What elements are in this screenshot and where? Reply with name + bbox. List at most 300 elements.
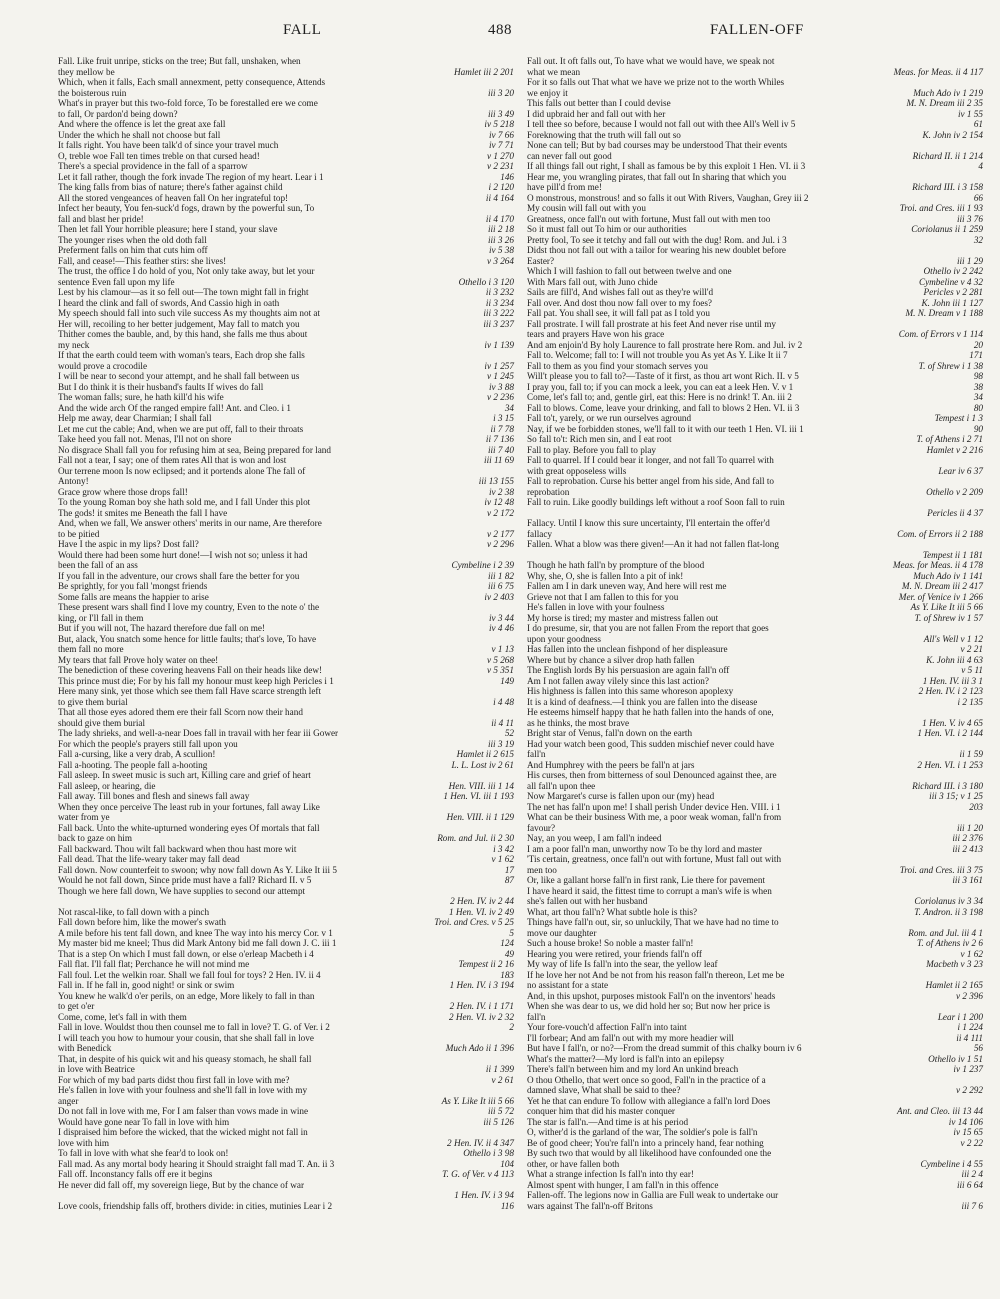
entry-line <box>527 1117 983 1128</box>
entry-text: Let me cut the cable; And, when we are put off, fall to their throats <box>58 423 304 434</box>
entry-reference <box>887 497 983 508</box>
entry-reference: v 2 236 <box>486 392 514 402</box>
entry-reference: Othello i 3 120 <box>458 276 514 287</box>
entry-text: tears and prayers Have won his grace <box>527 329 665 339</box>
entry-reference <box>887 1148 983 1159</box>
entry-line <box>58 1022 514 1033</box>
entry-reference: iii 11 69 <box>484 455 514 465</box>
entry-reference <box>418 823 514 834</box>
entry-line <box>527 791 983 802</box>
entry-text: Fall mad. As any mortal body hearing it Should straight fall mad T. An. ii 3 <box>58 1158 335 1169</box>
entry-line <box>58 235 514 246</box>
entry-reference: iv 1 55 <box>957 108 983 119</box>
entry-line <box>58 1159 514 1170</box>
entry-reference: 38 <box>973 381 983 392</box>
entry-line <box>527 203 983 214</box>
entry-line <box>58 1033 514 1044</box>
entry-reference: iii 13 155 <box>478 476 514 486</box>
entry-reference: Cymbeline i 4 55 <box>920 1158 983 1169</box>
entry-line <box>58 970 514 981</box>
entry-line <box>527 151 983 162</box>
entry-text: He's fallen in love with your foulness <box>527 602 665 612</box>
entry-text <box>58 896 418 907</box>
entry-line <box>58 980 514 991</box>
entry-line <box>58 823 514 834</box>
entry-line <box>58 1075 514 1086</box>
entry-line <box>58 686 514 697</box>
entry-reference <box>418 770 514 781</box>
entry-text: with great opposeless wills <box>527 465 627 476</box>
entry-text: A mile before his tent fall down, and knee The way into his mercy Cor. v 1 <box>58 927 333 938</box>
entry-line <box>58 949 514 960</box>
entry-text: Things have fall'n out, sir, so unluckily, That we have had no time to <box>527 917 779 927</box>
entry-reference: As Y. Like It iii 5 66 <box>910 602 983 612</box>
entry-text: Lest by his clamour—as it so fell out—The town might fall in fright <box>58 287 309 297</box>
entry-line <box>527 865 983 876</box>
entry-line <box>58 1138 514 1149</box>
entry-line <box>527 1043 983 1054</box>
entry-reference <box>418 1127 514 1138</box>
entry-line <box>527 917 983 928</box>
entry-reference: ii 3 234 <box>485 297 514 308</box>
entry-line <box>58 487 514 498</box>
entry-reference: K. John iii 1 127 <box>921 297 983 308</box>
entry-text: damned slave, What shall be said to thee? <box>527 1085 681 1095</box>
entry-reference: iii 6 64 <box>956 1179 983 1190</box>
entry-line <box>58 130 514 141</box>
entry-text: Fall over. And dost thou now fall over to my foes? <box>527 297 713 308</box>
entry-line <box>58 424 514 435</box>
entry-reference: v 2 61 <box>491 1074 514 1085</box>
entry-text: O, wither'd is the garland of the war, The soldier's pole is fall'n <box>527 1127 758 1137</box>
entry-text: Not rascal-like, to fall down with a pinch <box>58 906 210 917</box>
entry-reference: T. of Shrew iv 1 57 <box>914 612 983 623</box>
entry-reference: 104 <box>500 1158 514 1169</box>
entry-reference <box>418 1085 514 1096</box>
entry-text: Fall away. Till bones and flesh and sinews fall away <box>58 791 250 801</box>
entry-reference: iii 5 72 <box>487 1106 514 1116</box>
entry-text: My speech should fall into such vile success As my thoughts aim not at <box>58 308 321 318</box>
entry-line <box>58 109 514 120</box>
entry-line <box>58 1043 514 1054</box>
entry-line <box>527 350 983 361</box>
entry-reference: iii 1 20 <box>956 822 983 833</box>
entry-text: That all those eyes adored them ere their fall Scorn now their hand <box>58 707 303 717</box>
entry-line <box>58 550 514 561</box>
entry-reference: Rom. and Jul. ii 2 30 <box>437 833 514 843</box>
entry-text: Fall a-cursing, like a very drab, A scullion! <box>58 749 216 759</box>
entry-line <box>527 1190 983 1201</box>
entry-text: Be sprightly, for you fall 'mongst friends <box>58 581 208 591</box>
entry-line <box>58 707 514 718</box>
entry-line <box>527 634 983 645</box>
entry-line <box>527 875 983 886</box>
entry-line <box>527 1169 983 1180</box>
entry-text: With Mars fall out, with Juno chide <box>527 276 658 287</box>
entry-reference: 2 Hen. IV. i 2 123 <box>918 686 983 696</box>
entry-text: Fall down before him, like the mower's swath <box>58 917 227 927</box>
entry-reference: i 4 48 <box>493 696 514 707</box>
entry-text: For which the people's prayers still fall upon you <box>58 738 238 749</box>
entry-reference <box>887 245 983 256</box>
entry-reference: T. of Athens i 2 71 <box>916 434 983 444</box>
entry-text: Take heed you fall not. Menas, I'll not on shore <box>58 434 232 444</box>
entry-line <box>527 1138 983 1149</box>
entry-text: To the young Roman boy she hath sold me, and I fall Under this plot <box>58 497 311 507</box>
entry-reference: 1 Hen. VI. i 2 144 <box>917 728 983 738</box>
entry-text: upon your goodness <box>527 633 602 644</box>
entry-text: My tears that fall Prove holy water on thee! <box>58 654 219 665</box>
entry-line <box>58 88 514 99</box>
entry-text: love with him <box>58 1137 110 1148</box>
entry-reference <box>418 634 514 645</box>
entry-text: Fall off. Inconstancy falls off ere it begins <box>58 1169 213 1179</box>
entry-reference <box>887 854 983 865</box>
entry-reference <box>418 329 514 340</box>
entry-line <box>527 371 983 382</box>
entry-text: When she was dear to us, we did hold her so; But now her price is <box>527 1001 770 1011</box>
entry-text: Nay, an you weep, I am fall'n indeed <box>527 833 662 843</box>
entry-reference: iv 5 218 <box>484 119 514 129</box>
entry-line <box>58 256 514 267</box>
entry-line <box>58 350 514 361</box>
entry-text: Fall asleep. In sweet music is such art, Killing care and grief of heart <box>58 770 311 780</box>
entry-reference <box>887 886 983 897</box>
entry-text: Fall pat. You shall see, it will fall pat as I told you <box>527 308 710 318</box>
entry-text: I will teach you how to humour your cousin, that she shall fall in love <box>58 1032 314 1043</box>
entry-text: The English lords By his persuasion are again fall'n off <box>527 665 730 675</box>
entry-line <box>58 928 514 939</box>
entry-line <box>58 287 514 298</box>
entry-text: Do not fall in love with me, For I am falser than vows made in wine <box>58 1106 309 1116</box>
entry-line <box>527 1127 983 1138</box>
entry-reference: Com. of Errors ii 2 188 <box>897 528 983 539</box>
entry-text: to give them burial <box>58 696 128 707</box>
entry-text: with Benedick <box>58 1043 112 1053</box>
entry-reference <box>887 1190 983 1201</box>
entry-reference <box>418 203 514 214</box>
entry-line <box>527 686 983 697</box>
entry-line <box>58 214 514 225</box>
entry-text: Fall to. Welcome; fall to: I will not trouble you As yet As Y. Like It ii 7 <box>527 350 788 360</box>
entry-line <box>58 644 514 655</box>
entry-line <box>527 644 983 655</box>
entry-line <box>527 266 983 277</box>
entry-text: Fall to them as you find your stomach serves you <box>527 360 708 371</box>
entry-reference: iv 2 38 <box>488 486 514 497</box>
entry-line <box>58 833 514 844</box>
entry-text: The king falls from bias of nature; there's father against child <box>58 182 283 192</box>
entry-text: It falls right. You have been talk'd of since your travel much <box>58 140 279 150</box>
entry-text: O thou Othello, that wert once so good, Fall'n in the practice of a <box>527 1074 766 1085</box>
entry-reference: i 2 120 <box>488 182 514 192</box>
entry-line <box>527 812 983 823</box>
entry-reference: iii 3 15; v 1 25 <box>929 791 983 801</box>
entry-text: fallacy <box>527 528 552 539</box>
entry-text: What, art thou fall'n? What subtle hole is this? <box>527 906 698 917</box>
entry-reference: Tempest ii 1 181 <box>922 549 983 560</box>
entry-line <box>58 497 514 508</box>
entry-line <box>58 266 514 277</box>
entry-reference: 116 <box>500 1200 514 1211</box>
entry-line <box>58 245 514 256</box>
entry-text: I heard the clink and fall of swords, And Cassio high in oath <box>58 297 280 308</box>
entry-text: 'Tis certain, greatness, once fall'n out with fortune, Must fall out with <box>527 854 782 864</box>
entry-reference: 2 <box>509 1022 514 1032</box>
entry-line <box>58 781 514 792</box>
entry-text: Sails are fill'd, And wishes fall out as they're will'd <box>527 287 714 297</box>
entry-line <box>58 1001 514 1012</box>
entry-line <box>58 518 514 529</box>
entry-line <box>58 907 514 918</box>
entry-line <box>527 676 983 687</box>
entry-reference: iv 7 66 <box>488 129 514 140</box>
entry-text: Fall, and cease!—This feather stirs: she lives! <box>58 255 227 266</box>
entry-reference: v 2 231 <box>486 161 514 171</box>
entry-reference <box>418 1033 514 1044</box>
entry-line <box>527 770 983 781</box>
entry-reference: iv 12 48 <box>484 497 514 507</box>
entry-text: You knew he walk'd o'er perils, on an edge, More likely to fall in than <box>58 990 315 1001</box>
entry-reference <box>887 770 983 781</box>
entry-text: Have I the aspic in my lips? Dost fall? <box>58 539 199 549</box>
entry-reference <box>887 140 983 151</box>
entry-reference: iii 7 40 <box>487 444 514 455</box>
entry-line <box>58 455 514 466</box>
entry-line <box>58 728 514 739</box>
entry-text: For which of my bad parts didst thou first fall in love with me? <box>58 1074 290 1085</box>
entry-line <box>527 172 983 183</box>
entry-line <box>58 634 514 645</box>
entry-text: been the fall of an ass <box>58 560 138 570</box>
entry-text: Fall a-hooting. The people fall a-hooting <box>58 759 208 770</box>
entry-text: Where but by chance a silver drop hath fallen <box>527 654 695 665</box>
entry-line <box>527 214 983 225</box>
entry-text <box>58 1190 418 1201</box>
entry-reference: i 3 15 <box>493 413 514 423</box>
entry-line <box>58 77 514 88</box>
entry-line <box>527 1159 983 1170</box>
entry-text: If he love her not And be not from his reason fall'n thereon, Let me be <box>527 969 785 980</box>
entry-text: Would he not fall down, Since pride must have a fall? Richard II. v 5 <box>58 875 312 885</box>
entry-line <box>527 928 983 939</box>
entry-line <box>58 623 514 634</box>
entry-reference: v 5 268 <box>486 654 514 665</box>
entry-text: Yet he that can endure To follow with allegiance a fall'n lord Does <box>527 1095 771 1106</box>
entry-line <box>527 308 983 319</box>
entry-line <box>58 119 514 130</box>
entry-reference: iv 1 257 <box>484 360 514 371</box>
entry-line <box>58 802 514 813</box>
entry-line <box>527 602 983 613</box>
entry-reference: v 2 172 <box>486 507 514 518</box>
entry-reference: Tempest i 1 3 <box>934 413 983 423</box>
entry-line <box>58 56 514 67</box>
entry-text: But have I fall'n, or no?—From the dread summit of this chalky bourn iv 6 <box>527 1043 802 1053</box>
entry-reference: iv 2 403 <box>484 591 514 602</box>
entry-reference: Troi. and Cres. v 5 25 <box>434 917 514 927</box>
entry-text: None can tell; But by bad courses may be understood That their events <box>527 140 788 150</box>
entry-line <box>527 77 983 88</box>
entry-text: The younger rises when the old doth fall <box>58 234 207 245</box>
entry-line <box>58 718 514 729</box>
entry-text: no assistant for a state <box>527 980 609 990</box>
entry-line <box>527 1201 983 1212</box>
entry-line <box>58 203 514 214</box>
entry-reference: iii 2 376 <box>952 833 983 843</box>
entry-text: I am a poor fall'n man, unworthy now To be thy lord and master <box>527 843 763 854</box>
entry-line <box>527 424 983 435</box>
entry-line <box>527 161 983 172</box>
entry-reference: iii 3 76 <box>956 213 983 224</box>
entry-reference: 90 <box>973 423 983 434</box>
entry-text: them fall no more <box>58 644 124 654</box>
entry-line <box>527 88 983 99</box>
entry-line <box>58 224 514 235</box>
entry-reference: v 5 351 <box>486 665 514 675</box>
entry-line <box>527 1064 983 1075</box>
entry-reference: Meas. for Meas. ii 4 178 <box>892 560 983 570</box>
right-column <box>527 56 983 1211</box>
entry-line <box>527 56 983 67</box>
entry-text: My horse is tired; my master and mistress fallen out <box>527 612 719 623</box>
entry-text: Fall to reprobation. Curse his better angel from his side, And fall to <box>527 476 774 486</box>
entry-line <box>58 959 514 970</box>
entry-reference <box>887 455 983 466</box>
entry-reference: Lear iv 6 37 <box>938 465 983 476</box>
entry-reference: v 3 264 <box>486 255 514 266</box>
entry-reference: 124 <box>500 938 514 948</box>
entry-line <box>58 602 514 613</box>
entry-reference: T. of Athens iv 2 6 <box>916 938 983 948</box>
entry-reference: 66 <box>973 192 983 203</box>
entry-reference <box>887 707 983 718</box>
entry-line <box>527 98 983 109</box>
entry-text: Be of good cheer; You're fall'n into a princely hand, fear nothing <box>527 1137 764 1148</box>
entry-text: she's fallen out with her husband <box>527 896 648 906</box>
entry-reference: Macbeth v 3 23 <box>926 959 983 969</box>
entry-text: I dispraised him before the wicked, that the wicked might not fall in <box>58 1127 308 1137</box>
entry-reference: 1 Hen. IV. iii 3 1 <box>922 675 983 686</box>
entry-reference: Richard III. i 3 158 <box>912 182 983 192</box>
entry-reference: Cymbeline i 2 39 <box>451 560 514 570</box>
entry-text <box>527 508 887 519</box>
entry-line <box>58 539 514 550</box>
entry-text: That, in despite of his quick wit and his queasy stomach, he shall fall <box>58 1053 312 1064</box>
entry-reference: iv 1 237 <box>953 1064 983 1074</box>
entry-text: By such two that would by all likelihood have confounded one the <box>527 1148 772 1158</box>
entry-text: Fallen-off. The legions now in Gallia are Full weak to undertake our <box>527 1190 779 1200</box>
entry-reference: iii 1 82 <box>487 570 514 581</box>
entry-reference: v 1 13 <box>491 644 514 654</box>
entry-text: Fall to ruin. Like goodly buildings left without a roof Soon fall to ruin <box>527 497 785 507</box>
entry-line <box>527 256 983 267</box>
entry-text: Foreknowing that the truth will fall out so <box>527 129 681 140</box>
entry-text: If that the earth could teem with woman's tears, Each drop she falls <box>58 350 305 360</box>
entry-text: Fallen am I in dark uneven way, And here will rest me <box>527 581 727 591</box>
entry-text: Fall flat. I'll fall flat; Perchance he will not mind me <box>58 959 250 969</box>
entry-reference <box>418 466 514 477</box>
entry-line <box>58 1106 514 1117</box>
entry-line <box>527 728 983 739</box>
entry-line <box>58 329 514 340</box>
entry-text: the boisterous ruin <box>58 87 127 98</box>
entry-reference: iii 1 29 <box>956 255 983 266</box>
entry-line <box>527 959 983 970</box>
entry-text: Bright star of Venus, fall'n down on the earth <box>527 728 693 738</box>
entry-text: other, or have fallen both <box>527 1158 620 1169</box>
entry-reference <box>887 319 983 330</box>
entry-text: Which, when it falls, Each small annexment, petty consequence, Attends <box>58 77 326 87</box>
entry-reference: 80 <box>973 402 983 413</box>
entry-line <box>527 833 983 844</box>
entry-line <box>58 392 514 403</box>
entry-reference: Othello v 2 209 <box>926 486 983 497</box>
entry-line <box>527 938 983 949</box>
entry-line <box>527 434 983 445</box>
entry-text: king, or I'll fall in them <box>58 612 144 623</box>
entry-line <box>58 161 514 172</box>
entry-line <box>527 361 983 372</box>
entry-text: all fall'n upon thee <box>527 780 596 791</box>
entry-reference: v 2 296 <box>486 539 514 549</box>
entry-text: Fall in love. Wouldst thou then counsel me to fall in love? T. G. of Ver. i 2 <box>58 1022 330 1032</box>
entry-reference: iii 3 26 <box>487 234 514 245</box>
entry-reference: 4 <box>978 161 983 171</box>
entry-reference: T. G. of Ver. v 4 113 <box>442 1169 514 1179</box>
entry-text: Hear me, you wrangling pirates, that fall out In sharing that which you <box>527 171 787 182</box>
entry-line <box>527 487 983 498</box>
entry-line <box>527 382 983 393</box>
entry-text: Fall. Like fruit unripe, sticks on the tree; But fall, unshaken, when <box>58 56 301 66</box>
entry-reference: iii 2 413 <box>952 843 983 854</box>
entry-line <box>527 508 983 519</box>
entry-reference: iv 14 106 <box>948 1116 983 1127</box>
entry-line <box>527 1075 983 1086</box>
entry-text: This prince must die; For by his fall my honour must keep high Pericles i 1 <box>58 675 334 686</box>
entry-text: If all things fall out right, I shall as famous be by this exploit 1 Hen. VI. ii 3 <box>527 161 806 171</box>
entry-reference: iv 3 88 <box>488 381 514 392</box>
entry-text: Here many sink, yet those which see them fall Have scarce strength left <box>58 686 322 696</box>
entry-text: can never fall out good <box>527 150 612 161</box>
entry-reference: ii 7 78 <box>490 423 514 434</box>
entry-text: what we mean <box>527 66 581 77</box>
entry-reference: v 1 62 <box>960 948 983 959</box>
entry-reference: iv 1 139 <box>484 339 514 350</box>
entry-reference: 2 Hen. IV. iv 2 44 <box>450 896 514 906</box>
entry-line <box>527 518 983 529</box>
entry-reference: Hamlet ii 2 165 <box>925 980 983 990</box>
entry-line <box>58 1054 514 1065</box>
entry-reference <box>887 812 983 823</box>
entry-reference: 34 <box>973 392 983 402</box>
entry-line <box>527 949 983 960</box>
entry-text: Fall prostrate. I will fall prostrate at his feet And never rise until my <box>527 318 777 329</box>
entry-reference: ii 1 399 <box>485 1064 514 1074</box>
entry-reference: iv 15 65 <box>953 1127 983 1137</box>
entry-line <box>58 445 514 456</box>
entry-line <box>527 802 983 813</box>
entry-line <box>527 392 983 403</box>
entry-line <box>527 907 983 918</box>
entry-line <box>58 896 514 907</box>
entry-text: in love with Beatrice <box>58 1064 135 1074</box>
entry-reference: 1 Hen. VI. iii 1 193 <box>443 791 514 801</box>
entry-text: conquer him that did his master conquer <box>527 1106 675 1116</box>
entry-text: Fallacy. Until I know this sure uncertainty, I'll entertain the offer'd <box>527 518 770 528</box>
entry-line <box>58 182 514 193</box>
entry-line <box>58 382 514 393</box>
